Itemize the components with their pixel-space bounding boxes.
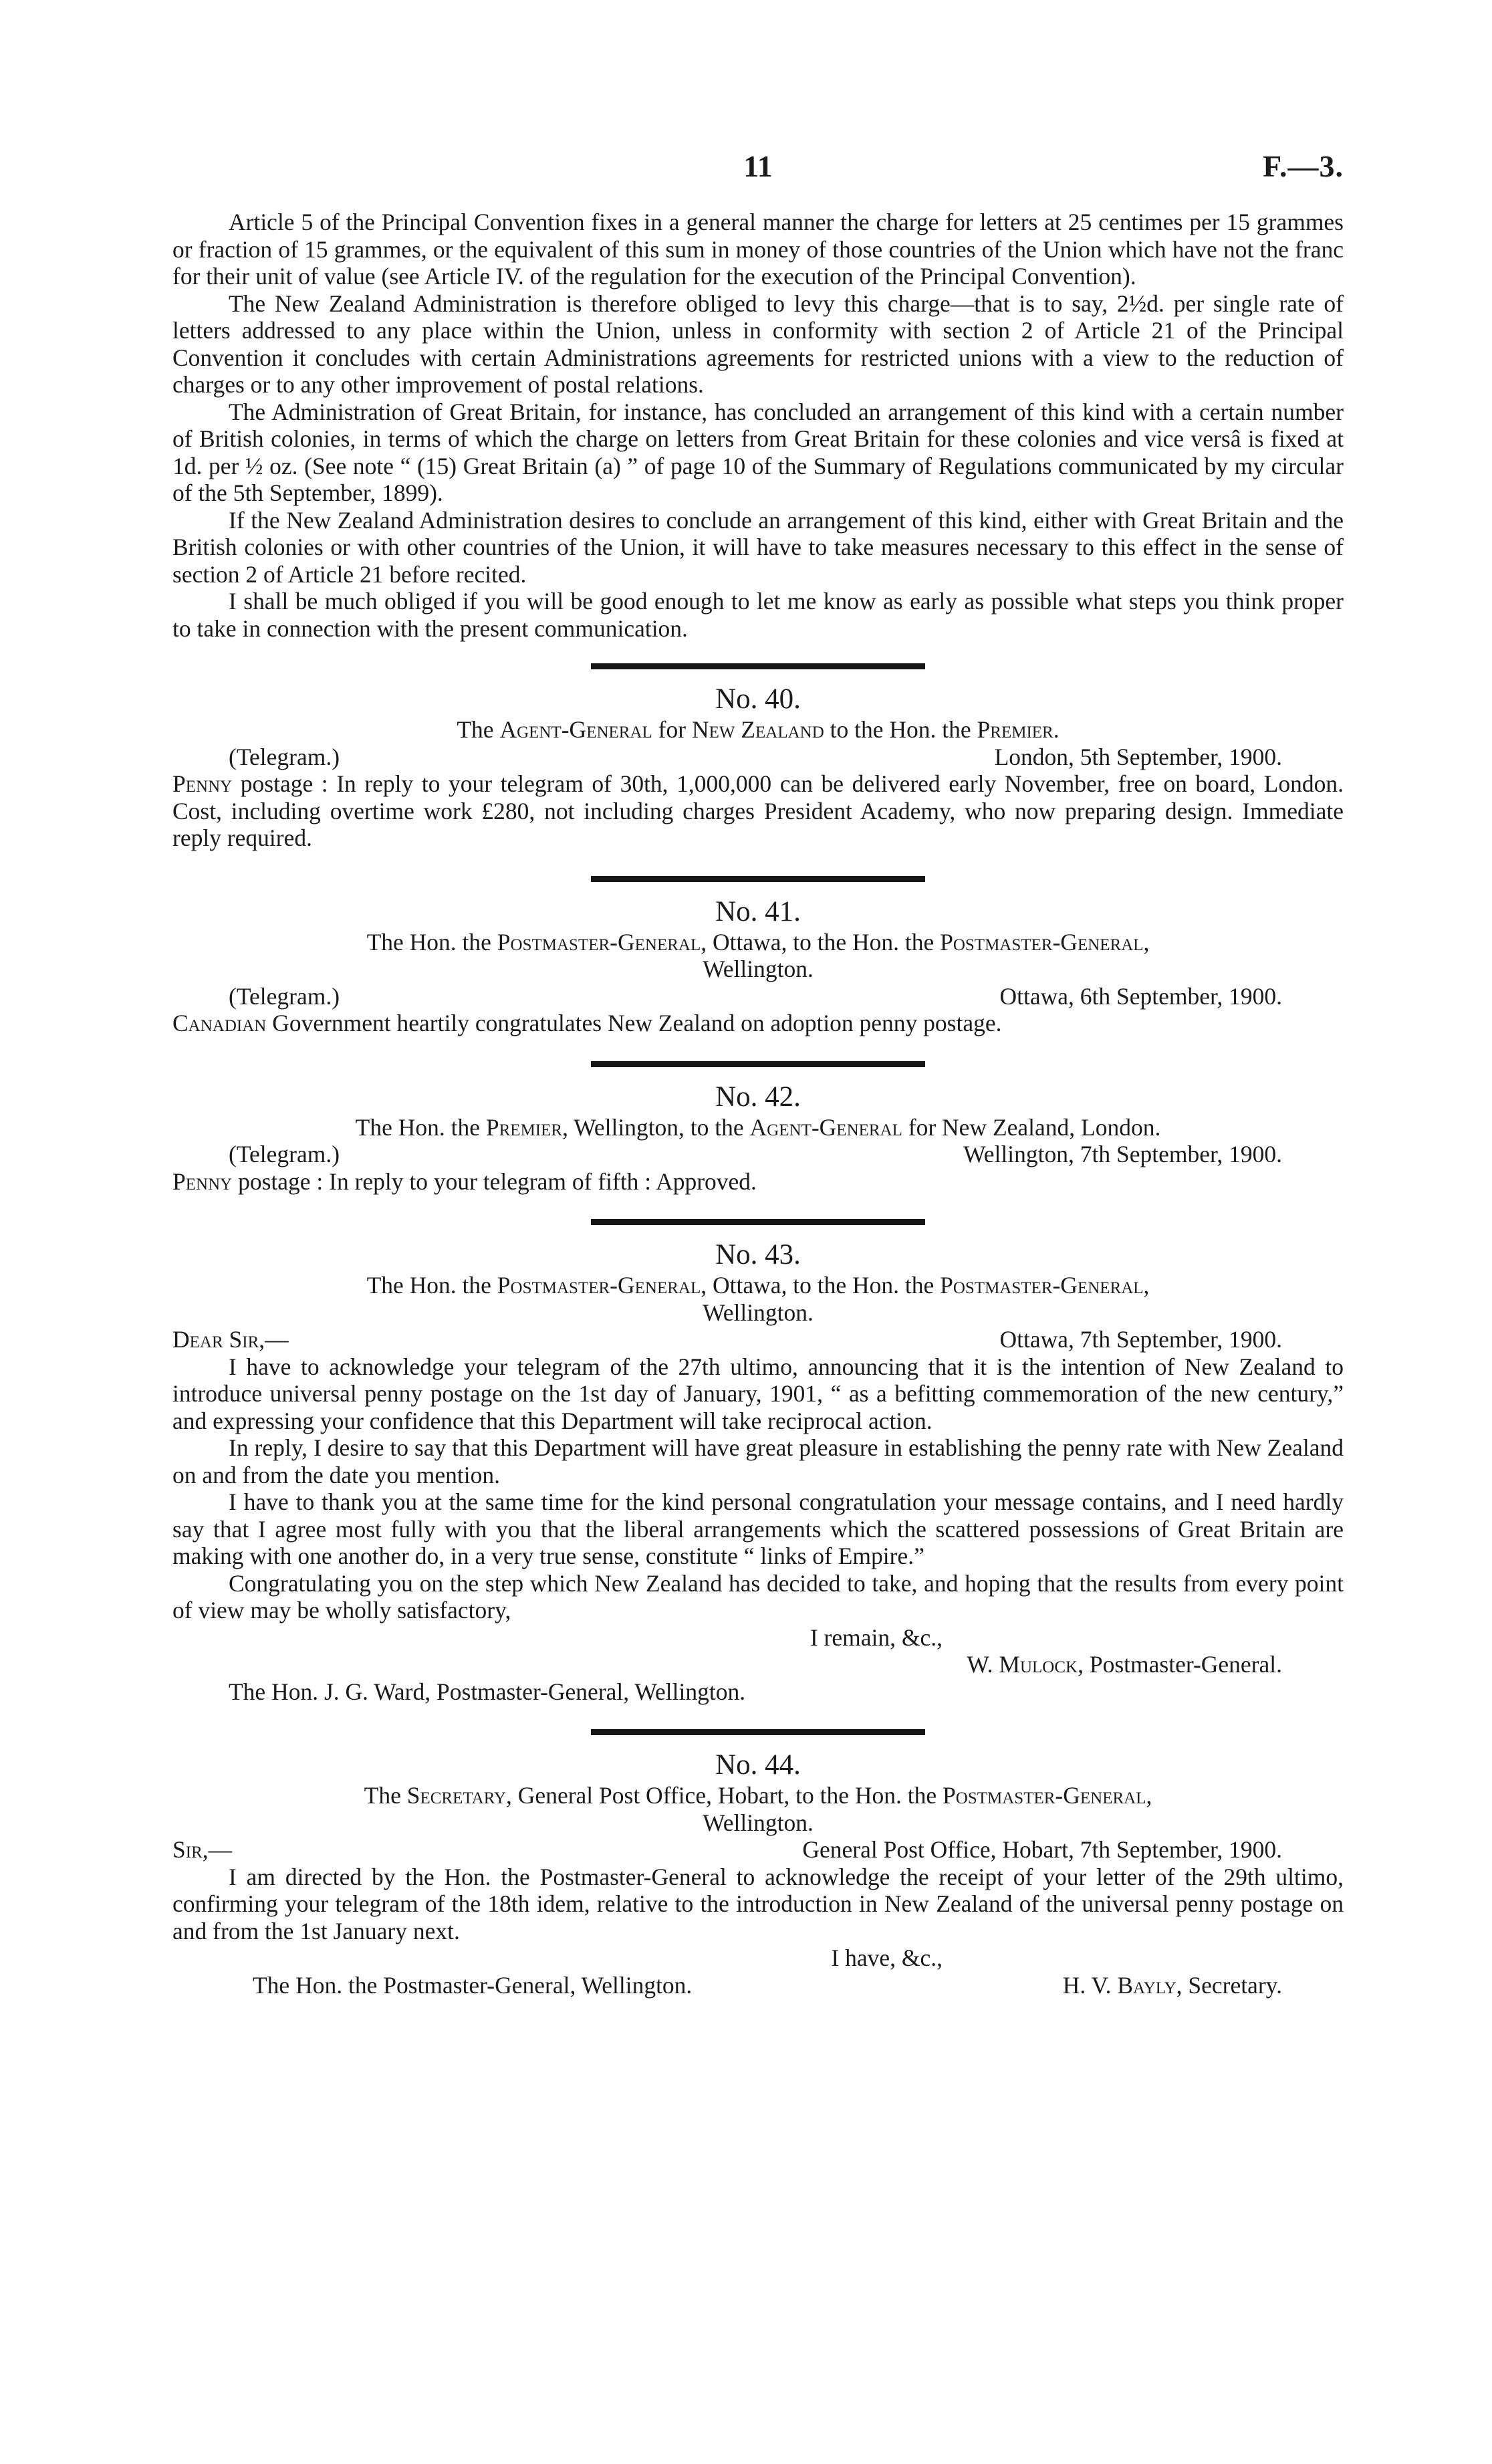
route-line-continued: Wellington. xyxy=(703,956,814,982)
dateline xyxy=(172,744,1344,771)
dateline xyxy=(172,1326,1344,1353)
route-line: The Hon. the Postmaster-General, Ottawa, to the Hon. the Postmaster-General, xyxy=(366,928,1150,956)
letter-no-41 xyxy=(172,895,1344,1037)
route-line: The Agent-General for New Zealand to the Hon. the Premier. xyxy=(457,716,1060,743)
paragraph: I have to thank you at the same time for the kind personal congratulation your message contains, and I need hardly say that I agree most fully with you that the liberal arrangements which the scattered possessions of Great Britain are making with one another do, in a very true sense, constitute “ links of Empire.” xyxy=(172,1488,1344,1569)
dateline xyxy=(172,983,1344,1010)
message-type: (Telegram.) xyxy=(229,743,340,770)
place-date: London, 5th September, 1900. xyxy=(994,743,1282,770)
section-divider xyxy=(591,1061,925,1067)
salutation: Sir,— xyxy=(172,1836,233,1863)
place-date: Ottawa, 6th September, 1900. xyxy=(999,982,1282,1010)
closing: I remain, &c., xyxy=(810,1623,943,1651)
paragraph: Congratulating you on the step which New Zealand has decided to take, and hoping that the results from every point of view may be wholly satisfactory, xyxy=(172,1569,1344,1623)
paragraph: I am directed by the Hon. the Postmaster-General to acknowledge the receipt of your letter of the 29th ultimo, confirming your telegram of the 18th idem, relative to the introduction in New Zealand of the universal penny postage on and from the 1st January next. xyxy=(172,1863,1344,1944)
document-reference: F.—3. xyxy=(1263,149,1344,183)
message-type: (Telegram.) xyxy=(229,982,340,1010)
place-date: Wellington, 7th September, 1900. xyxy=(963,1141,1282,1167)
route-line: The Hon. the Postmaster-General, Ottawa, to the Hon. the Postmaster-General, xyxy=(366,1272,1150,1299)
paragraph: In reply, I desire to say that this Department will have great pleasure in establishing the penny rate with New Zealand on and from the date you mention. xyxy=(172,1434,1344,1488)
section-heading: No. 44. xyxy=(715,1749,801,1781)
page-content xyxy=(172,209,1344,1999)
place-date: General Post Office, Hobart, 7th September, 1900. xyxy=(802,1836,1282,1863)
paragraph: The Administration of Great Britain, for instance, has concluded an arrangement of this kind with a certain number of British colonies, in terms of which the charge on letters from Great Britain for these colonies and vice versâ is fixed at 1d. per ½ oz. (See note “ (15) Great Britain (a) ” of page 10 of the Summary of Regulations communicated by my circular of the 5th September, 1899). xyxy=(172,398,1344,506)
place-date: Ottawa, 7th September, 1900. xyxy=(999,1326,1282,1353)
signature: H. V. Bayly, Secretary. xyxy=(1062,1971,1282,1999)
route-line-continued: Wellington. xyxy=(703,1299,814,1326)
section-heading: No. 42. xyxy=(715,1081,801,1113)
letter-no-43 xyxy=(172,1238,1344,1705)
route-line-continued: Wellington. xyxy=(703,1809,814,1836)
section-divider xyxy=(591,1729,925,1735)
dateline xyxy=(172,1141,1344,1168)
telegram-body: Penny postage : In reply to your telegram of fifth : Approved. xyxy=(172,1167,757,1195)
telegram-body: Canadian Government heartily congratulates New Zealand on adoption penny postage. xyxy=(172,1010,1002,1036)
route-line: The Hon. the Premier, Wellington, to the Agent-General for New Zealand, London. xyxy=(355,1113,1161,1141)
section-divider xyxy=(591,663,925,669)
paragraph: I have to acknowledge your telegram of the 27th ultimo, announcing that it is the intention of New Zealand to introduce universal penny postage on the 1st day of January, 1901, “ as a befitting commemoration of the new century,” and expressing your confidence that this Department will take reciprocal action. xyxy=(172,1353,1344,1434)
salutation: Dear Sir,— xyxy=(172,1326,289,1353)
letter-no-40 xyxy=(172,683,1344,852)
section-heading: No. 41. xyxy=(715,895,801,927)
paragraph: Article 5 of the Principal Convention fixes in a general manner the charge for letters at 25 centimes per 15 grammes or fraction of 15 grammes, or the equivalent of this sum in money of those countries of the Union which have not the franc for their unit of value (see Article IV. of the regulation for the execution of the Principal Convention). xyxy=(172,209,1344,290)
paragraph: The New Zealand Administration is therefore obliged to levy this charge—that is to say, 2½d. per single rate of letters addressed to any place within the Union, unless in conformity with section 2 of Article 21 of the Principal Convention it concludes with certain Administrations agreements for restricted unions with a view to the reduction of charges or to any other improvement of postal relations. xyxy=(172,290,1344,398)
section-heading: No. 43. xyxy=(715,1239,801,1270)
letter-no-42 xyxy=(172,1081,1344,1196)
sign-off-line xyxy=(172,1972,1344,1999)
addressee: The Hon. the Postmaster-General, Wellington. xyxy=(253,1971,693,1999)
page-number: 11 xyxy=(743,149,773,183)
section-heading: No. 40. xyxy=(715,683,801,715)
message-type: (Telegram.) xyxy=(229,1141,340,1167)
paragraph: If the New Zealand Administration desires to conclude an arrangement of this kind, either with Great Britain and the British colonies or with other countries of the Union, it will have to take measures necessary to this effect in the sense of section 2 of Article 21 before recited. xyxy=(172,506,1344,588)
telegram-body: Penny postage : In reply to your telegram of 30th, 1,000,000 can be delivered early November, free on board, London. Cost, including overtime work £280, not including charges President Academy, who now preparing design. Immediate reply required. xyxy=(172,770,1344,851)
page-header xyxy=(172,148,1344,189)
dateline xyxy=(172,1836,1344,1864)
closing: I have, &c., xyxy=(831,1944,943,1971)
letter-no-44 xyxy=(172,1749,1344,1999)
section-divider xyxy=(591,1219,925,1225)
addressee: The Hon. J. G. Ward, Postmaster-General, Wellington. xyxy=(229,1678,746,1705)
paragraph: I shall be much obliged if you will be good enough to let me know as early as possible what steps you think proper to take in connection with the present communication. xyxy=(172,588,1344,642)
route-line: The Secretary, General Post Office, Hobart, to the Hon. the Postmaster-General, xyxy=(364,1782,1152,1809)
signature: W. Mulock, Postmaster-General. xyxy=(967,1651,1282,1678)
intro-section xyxy=(172,209,1344,642)
section-divider xyxy=(591,876,925,882)
